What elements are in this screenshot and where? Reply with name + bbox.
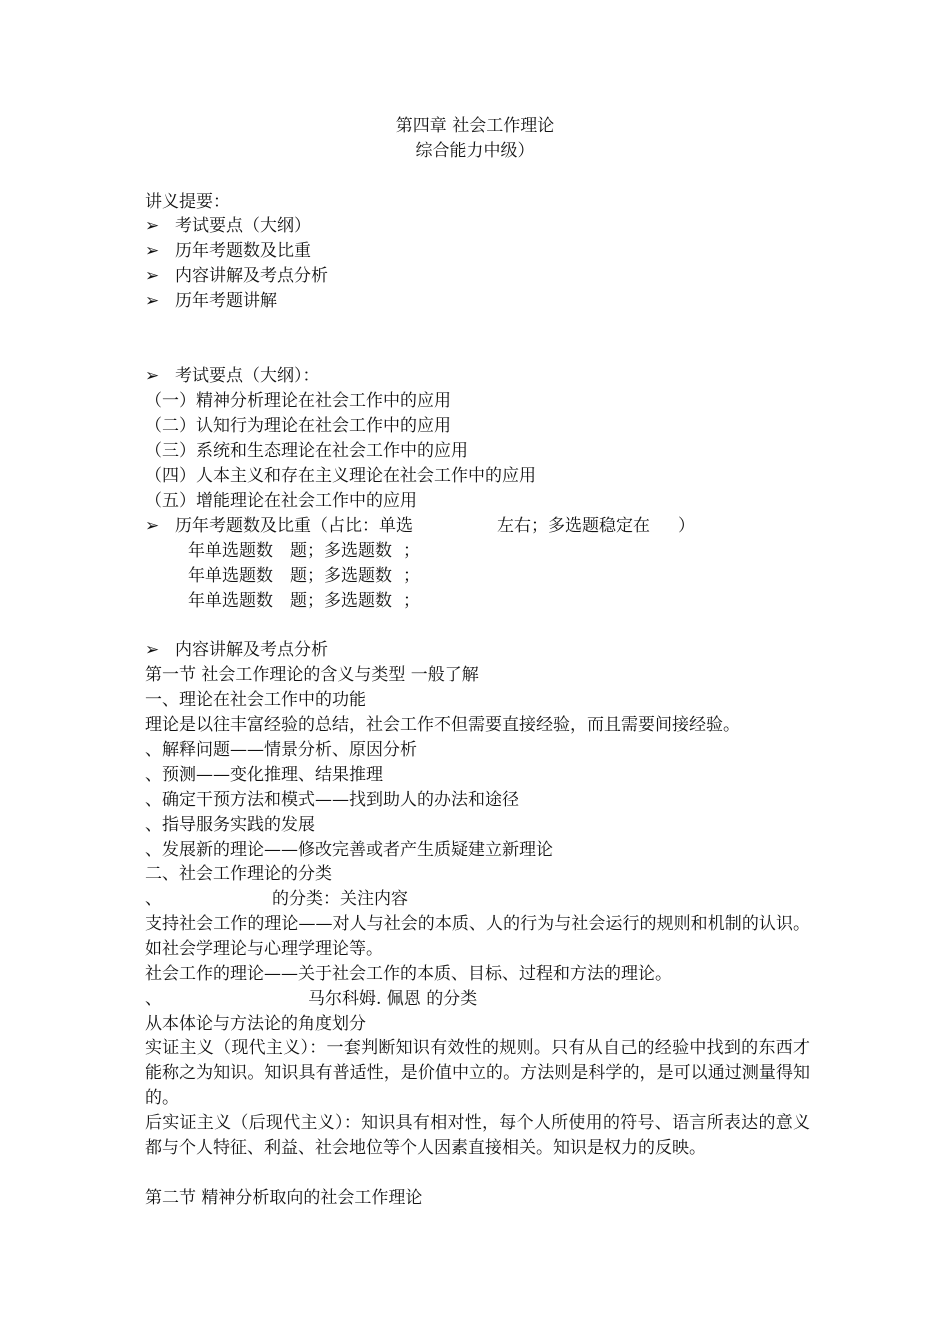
content-heading: ➢ 内容讲解及考点分析 [145, 638, 328, 663]
arrow-bullet-icon: ➢ [145, 216, 160, 236]
paragraph: 支持社会工作的理论——对人与社会的本质、人的行为与社会运行的规则和机制的认识。如社会学理论与心理学理论等。 [145, 914, 810, 959]
syllabus-item: （五）增能理论在社会工作中的应用 [145, 491, 417, 511]
exam-stats-row: 年单选题数 题；多选题数 ； [188, 591, 420, 611]
section-title: 第二节 精神分析取向的社会工作理论 [145, 1188, 423, 1208]
arrow-bullet-icon: ➢ [145, 291, 160, 311]
section-title: 第一节 社会工作理论的含义与类型 一般了解 [145, 665, 479, 685]
outline-item: ➢ 考试要点（大纲） [145, 214, 311, 239]
chapter-subtitle: 综合能力中级） [415, 141, 535, 161]
arrow-bullet-icon: ➢ [145, 366, 160, 386]
function-item: 、指导服务实践的发展 [145, 815, 315, 835]
exam-stats-row: 年单选题数 题；多选题数 ； [188, 566, 420, 586]
arrow-bullet-icon: ➢ [145, 241, 160, 261]
subsection-title: 二、社会工作理论的分类 [145, 864, 332, 884]
syllabus-item: （三）系统和生态理论在社会工作中的应用 [145, 441, 468, 461]
outline-item: ➢ 历年考题数及比重 [145, 239, 311, 264]
outline-item: ➢ 内容讲解及考点分析 [145, 264, 328, 289]
chapter-title: 第四章 社会工作理论 [395, 116, 555, 136]
syllabus-item: （一）精神分析理论在社会工作中的应用 [145, 391, 451, 411]
paragraph: 社会工作的理论——关于社会工作的本质、目标、过程和方法的理论。 [145, 964, 672, 984]
paragraph: 实证主义（现代主义）：一套判断知识有效性的规则。只有从自己的经验中找到的东西才能称之为知识。知识具有普适性，是价值中立的。方法则是科学的，是可以通过测量得知的。 [145, 1038, 810, 1108]
outline-item: ➢ 历年考题讲解 [145, 289, 277, 314]
paragraph: 理论是以往丰富经验的总结，社会工作不但需要直接经验，而且需要间接经验。 [145, 715, 740, 735]
paragraph: 后实证主义（后现代主义）：知识具有相对性，每个人所使用的符号、语言所表达的意义都与个人特征、利益、社会地位等个人因素直接相关。知识是权力的反映。 [145, 1113, 810, 1158]
classification-heading: 、 的分类：关注内容 [145, 889, 408, 909]
exam-stats-row: 年单选题数 题；多选题数 ； [188, 541, 420, 561]
syllabus-heading: ➢ 考试要点（大纲）： [145, 364, 320, 389]
function-item: 、发展新的理论——修改完善或者产生质疑建立新理论 [145, 840, 553, 860]
arrow-bullet-icon: ➢ [145, 266, 160, 286]
subsection-title: 一、理论在社会工作中的功能 [145, 690, 366, 710]
function-item: 、确定干预方法和模式——找到助人的办法和途径 [145, 790, 519, 810]
syllabus-item: （四）人本主义和存在主义理论在社会工作中的应用 [145, 466, 536, 486]
arrow-bullet-icon: ➢ [145, 516, 160, 536]
classification-heading: 、 马尔科姆. 佩恩 的分类 [145, 989, 478, 1009]
function-item: 、预测——变化推理、结果推理 [145, 765, 383, 785]
outline-heading: 讲义提要： [145, 192, 230, 212]
exam-stats-heading: ➢ 历年考题数及比重（占比：单选 左右；多选题稳定在 ） [145, 514, 695, 539]
syllabus-item: （二）认知行为理论在社会工作中的应用 [145, 416, 451, 436]
paragraph: 从本体论与方法论的角度划分 [145, 1014, 366, 1034]
function-item: 、解释问题——情景分析、原因分析 [145, 740, 417, 760]
arrow-bullet-icon: ➢ [145, 640, 160, 660]
